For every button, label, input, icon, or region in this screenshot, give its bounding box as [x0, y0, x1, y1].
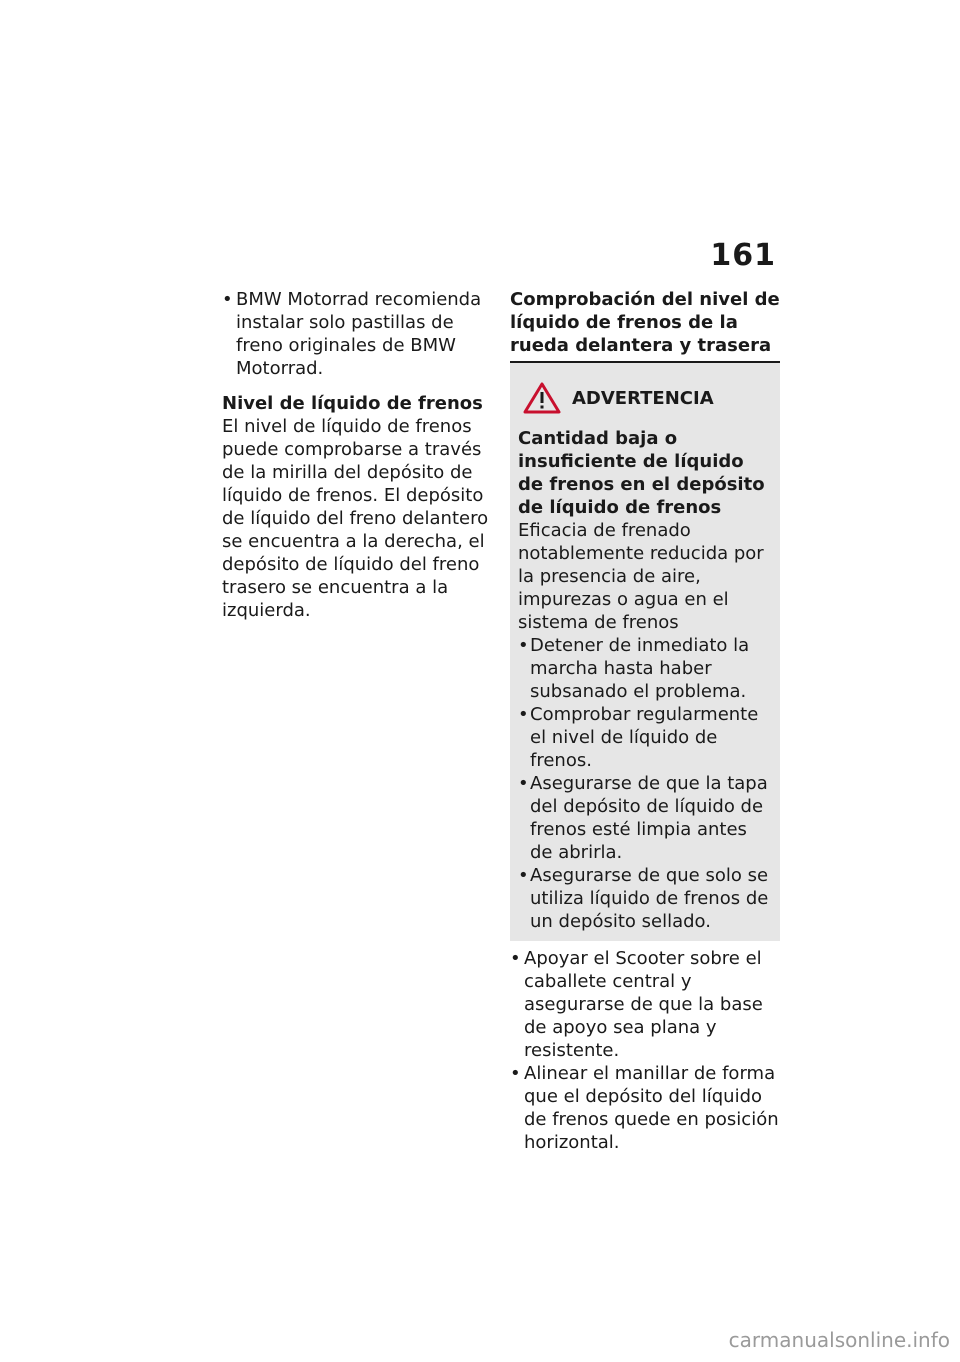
warning-item: • Asegurarse de que solo se utiliza líquido de frenos de un depósito sellado.	[518, 864, 770, 933]
right-column	[510, 288, 780, 1154]
section-heading: Nivel de líquido de frenos	[222, 393, 483, 414]
warning-title: ADVERTENCIA	[572, 387, 714, 409]
watermark: carmanualsonline.info	[728, 1328, 950, 1352]
warning-triangle-icon	[522, 381, 562, 415]
left-column	[222, 288, 490, 622]
warning-item: • Detener de inmediato la marcha hasta haber subsanado el problema.	[518, 634, 770, 703]
step-item: • Apoyar el Scooter sobre el caballete central y asegurarse de que la base de apoyo sea plana y resistente.	[510, 947, 780, 1062]
warning-header	[518, 381, 770, 415]
warning-subtitle: Cantidad baja o insuficiente de líquido de frenos en el depósito de líquido de frenos	[518, 428, 765, 518]
step-list	[510, 947, 780, 1154]
step-item: • Alinear el manillar de forma que el depósito del líquido de frenos quede en posición horizontal.	[510, 1062, 780, 1154]
intro-bullet-list	[222, 288, 490, 380]
warning-box	[510, 361, 780, 941]
warning-text: Eficacia de frenado notablemente reducida por la presencia de aire, impurezas o agua en el sistema de frenos	[518, 520, 764, 633]
page-number: 161	[710, 238, 776, 273]
intro-bullet: • BMW Motorrad recomienda instalar solo pastillas de freno originales de BMW Motorrad.	[222, 288, 490, 380]
warning-list	[518, 634, 770, 933]
right-heading: Comprobación del nivel de líquido de frenos de la rueda delantera y trasera	[510, 289, 780, 356]
warning-item: • Asegurarse de que la tapa del depósito de líquido de frenos esté limpia antes de abrirla.	[518, 772, 770, 864]
warning-item: • Comprobar regularmente el nivel de líquido de frenos.	[518, 703, 770, 772]
section-text: El nivel de líquido de frenos puede comprobarse a través de la mirilla del depósito de líquido de frenos. El depósito de líquido del freno delantero se encuentra a la derecha, el depósito de líquido del freno trasero se encuentra a la izquierda.	[222, 416, 489, 621]
